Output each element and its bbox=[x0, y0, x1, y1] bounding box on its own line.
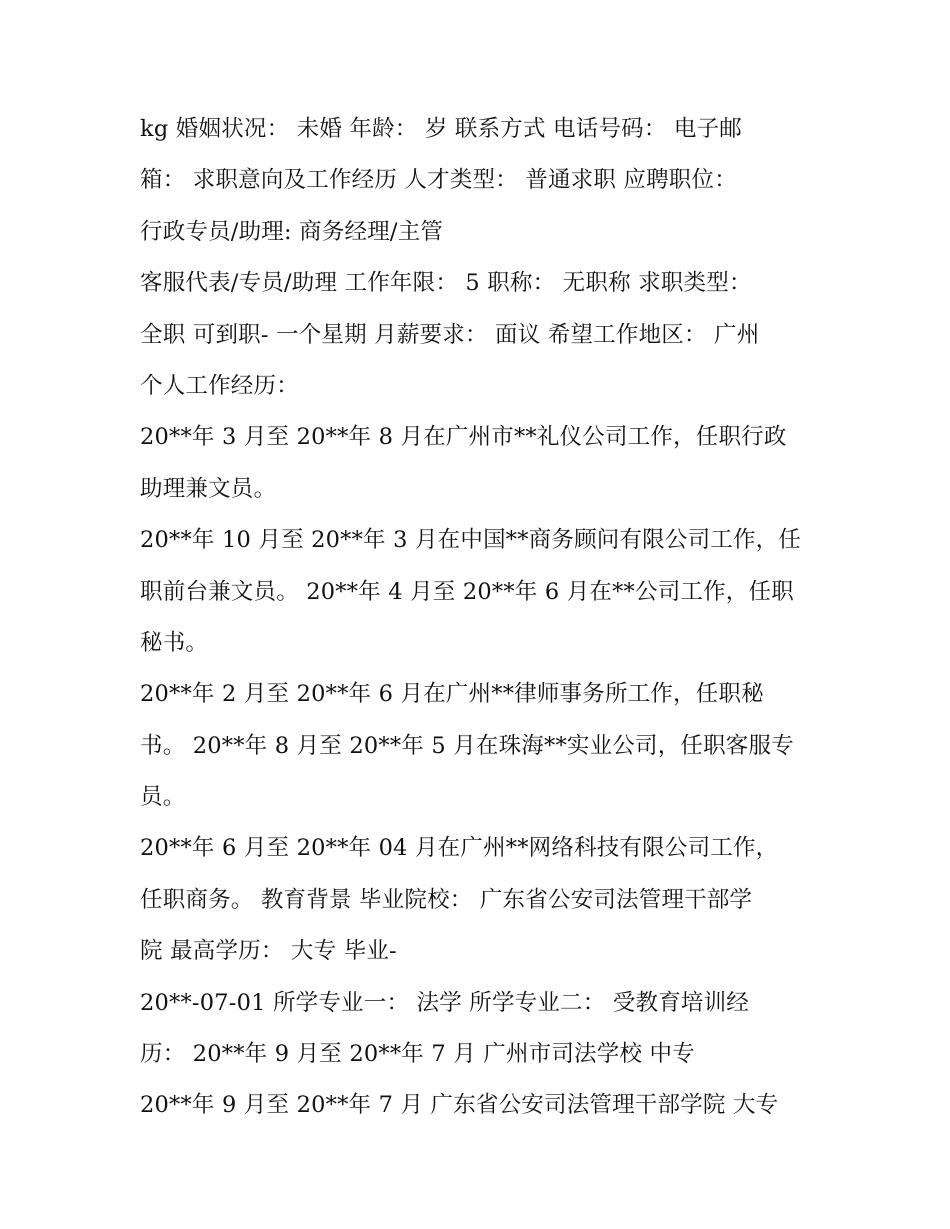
text-line: 职前台兼文员。 20**年 4 月至 20**年 6 月在**公司工作，任职 bbox=[140, 578, 794, 605]
text-line: 箱： 求职意向及工作经历 人才类型： 普通求职 应聘职位： bbox=[140, 167, 737, 194]
text-line: 院 最高学历： 大专 毕业- bbox=[140, 938, 397, 965]
section-heading: 个人工作经历： bbox=[140, 372, 299, 399]
text-line: 秘书。 bbox=[140, 629, 209, 656]
document-body bbox=[140, 104, 820, 1132]
text-line: 行政专员/助理: 商务经理/主管 bbox=[140, 218, 444, 245]
text-line: 助理兼文员。 bbox=[140, 475, 277, 502]
text-line: 书。 20**年 8 月至 20**年 5 月在珠海**实业公司，任职客服专 bbox=[140, 732, 794, 759]
text-line: 20**年 9 月至 20**年 7 月 广东省公安司法管理干部学院 大专 bbox=[140, 1092, 779, 1119]
text-line: 客服代表/专员/助理 工作年限： 5 职称： 无职称 求职类型： bbox=[140, 270, 752, 297]
text-line: kg 婚姻状况： 未婚 年龄： 岁 联系方式 电话号码： 电子邮 bbox=[140, 116, 743, 142]
text-line: 历： 20**年 9 月至 20**年 7 月 广州市司法学校 中专 bbox=[140, 1041, 695, 1068]
text-line: 20**年 2 月至 20**年 6 月在广州**律师事务所工作，任职秘 bbox=[140, 681, 764, 708]
text-line: 20**年 10 月至 20**年 3 月在中国**商务顾问有限公司工作，任 bbox=[140, 527, 802, 554]
text-line: 20**-07-01 所学专业一： 法学 所学专业二： 受教育培训经 bbox=[140, 989, 750, 1016]
text-line: 20**年 3 月至 20**年 8 月在广州市**礼仪公司工作，任职行政 bbox=[140, 424, 787, 451]
text-line: 全职 可到职- 一个星期 月薪要求： 面议 希望工作地区： 广州 bbox=[140, 321, 760, 348]
text-line: 任职商务。 教育背景 毕业院校： 广东省公安司法管理干部学 bbox=[140, 886, 753, 913]
text-line: 员。 bbox=[140, 784, 186, 811]
text-line: 20**年 6 月至 20**年 04 月在广州**网络科技有限公司工作， bbox=[140, 835, 779, 862]
